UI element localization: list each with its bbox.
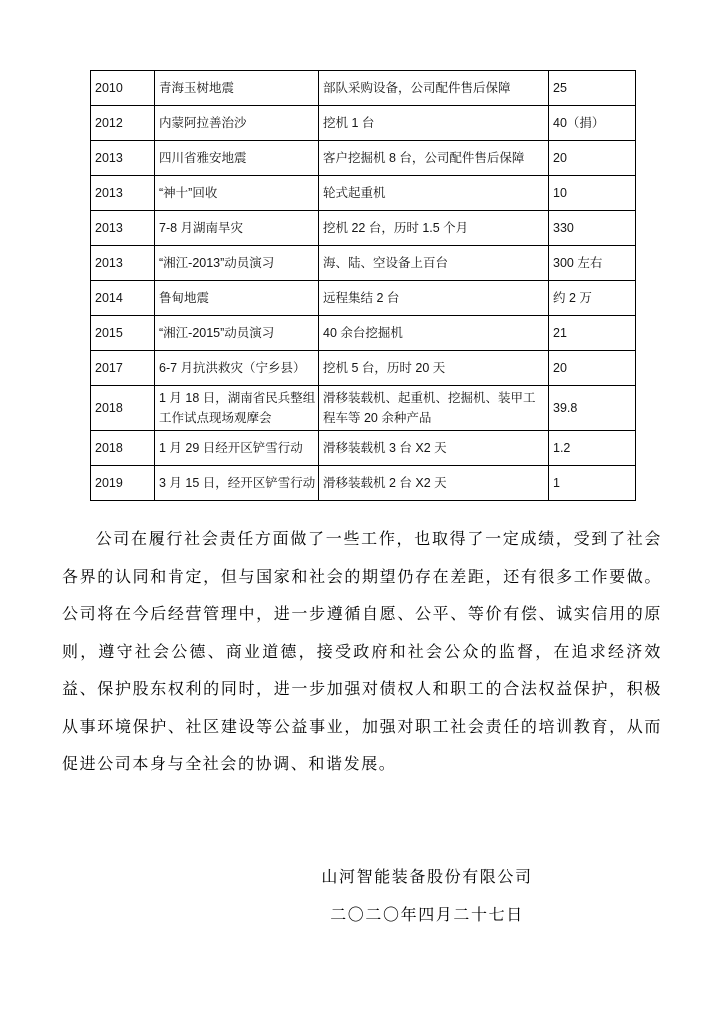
body-paragraph: 公司在履行社会责任方面做了一些工作，也取得了一定成绩，受到了社会各界的认同和肯定，但与国家和社会的期望仍存在差距，还有很多工作要做。公司将在今后经营管理中，进一步遵循自愿、公平、等价有偿、诚实信用的原则，遵守社会公德、商业道德，接受政府和社会公众的监督，在追求经济效益、保护股东权利的同时，进一步加强对债权人和职工的合法权益保护，积极从事环境保护、社区建设等公益事业，加强对职工社会责任的培训教育，从而促进公司本身与全社会的协调、和谐发展。 (62, 531, 662, 773)
cell-year: 2018 (91, 431, 155, 466)
cell-amount: 10 (549, 176, 636, 211)
cell-year: 2013 (91, 246, 155, 281)
signature-company-name: 山河智能装备股份有限公司 (321, 869, 533, 886)
table-row (91, 281, 636, 316)
table-row (91, 386, 636, 431)
cell-contribution: 远程集结 2 台 (319, 281, 549, 316)
donation-table-body (91, 71, 636, 501)
cell-contribution: 挖机 1 台 (319, 106, 549, 141)
cell-year: 2013 (91, 176, 155, 211)
cell-amount: 20 (549, 141, 636, 176)
cell-event: 1 月 18 日，湖南省民兵整组工作试点现场观摩会 (155, 386, 319, 431)
cell-year: 2017 (91, 351, 155, 386)
cell-event: 1 月 29 日经开区铲雪行动 (155, 431, 319, 466)
cell-event: 7-8 月湖南旱灾 (155, 211, 319, 246)
cell-year: 2015 (91, 316, 155, 351)
cell-event: 3 月 15 日，经开区铲雪行动 (155, 466, 319, 501)
cell-event: “湘江-2013”动员演习 (155, 246, 319, 281)
cell-event: “湘江-2015”动员演习 (155, 316, 319, 351)
table-row (91, 246, 636, 281)
cell-contribution: 挖机 5 台，历时 20 天 (319, 351, 549, 386)
cell-contribution: 客户挖掘机 8 台，公司配件售后保障 (319, 141, 549, 176)
table-row (91, 71, 636, 106)
donation-table (90, 70, 636, 501)
cell-event: “神十”回收 (155, 176, 319, 211)
cell-amount: 39.8 (549, 386, 636, 431)
cell-amount: 25 (549, 71, 636, 106)
table-row (91, 106, 636, 141)
cell-contribution: 海、陆、空设备上百台 (319, 246, 549, 281)
cell-year: 2010 (91, 71, 155, 106)
table-row (91, 316, 636, 351)
cell-contribution: 部队采购设备，公司配件售后保障 (319, 71, 549, 106)
table-row (91, 176, 636, 211)
cell-contribution: 滑移装载机 2 台 X2 天 (319, 466, 549, 501)
cell-amount: 1.2 (549, 431, 636, 466)
table-row (91, 351, 636, 386)
cell-amount: 330 (549, 211, 636, 246)
cell-year: 2013 (91, 141, 155, 176)
cell-event: 青海玉树地震 (155, 71, 319, 106)
table-row (91, 466, 636, 501)
cell-amount: 300 左右 (549, 246, 636, 281)
cell-year: 2014 (91, 281, 155, 316)
cell-year: 2018 (91, 386, 155, 431)
signature-date: 二〇二〇年四月二十七日 (330, 907, 524, 924)
cell-contribution: 滑移装载机、起重机、挖掘机、装甲工程车等 20 余种产品 (319, 386, 549, 431)
cell-contribution: 滑移装载机 3 台 X2 天 (319, 431, 549, 466)
cell-amount: 21 (549, 316, 636, 351)
cell-year: 2012 (91, 106, 155, 141)
cell-contribution: 40 余台挖掘机 (319, 316, 549, 351)
cell-contribution: 挖机 22 台，历时 1.5 个月 (319, 211, 549, 246)
table-row (91, 211, 636, 246)
cell-event: 6-7 月抗洪救灾（宁乡县） (155, 351, 319, 386)
cell-event: 鲁甸地震 (155, 281, 319, 316)
cell-year: 2019 (91, 466, 155, 501)
cell-amount: 约 2 万 (549, 281, 636, 316)
cell-amount: 1 (549, 466, 636, 501)
cell-event: 四川省雅安地震 (155, 141, 319, 176)
table-row (91, 141, 636, 176)
table-row (91, 431, 636, 466)
cell-amount: 20 (549, 351, 636, 386)
cell-amount: 40（捐） (549, 106, 636, 141)
cell-year: 2013 (91, 211, 155, 246)
cell-event: 内蒙阿拉善治沙 (155, 106, 319, 141)
cell-contribution: 轮式起重机 (319, 176, 549, 211)
